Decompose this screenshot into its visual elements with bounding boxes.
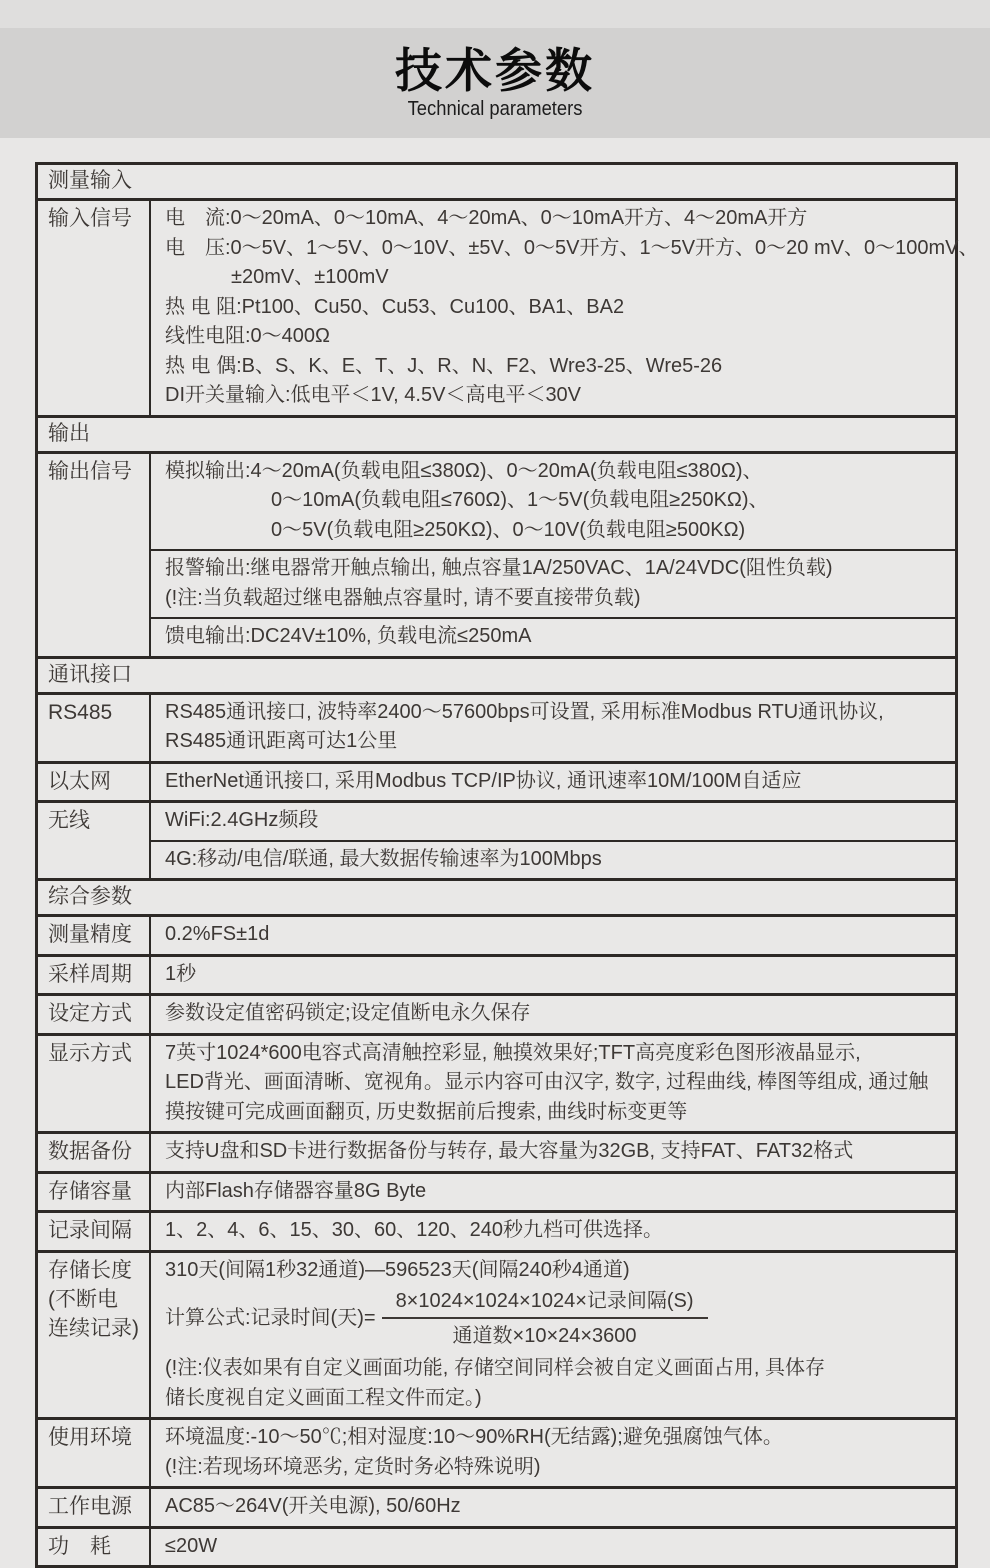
top-strip xyxy=(0,0,990,28)
section-header-output xyxy=(38,415,955,451)
row-label: 数据备份 xyxy=(38,1134,151,1171)
section-title: 输出 xyxy=(48,421,90,445)
row-value xyxy=(151,1489,955,1526)
value-line: (!注:仪表如果有自定义画面功能, 存储空间同样会被自定义画面占用, 具体存 xyxy=(165,1357,825,1379)
row-environment xyxy=(38,1417,955,1486)
row-power-supply xyxy=(38,1486,955,1526)
section-title: 通讯接口 xyxy=(48,662,132,686)
value-line: AC85～264V(开关电源), 50/60Hz xyxy=(165,1495,461,1517)
formula-fraction xyxy=(382,1289,708,1348)
row-value xyxy=(151,1134,955,1171)
row-backup xyxy=(38,1131,955,1171)
row-label: 显示方式 xyxy=(38,1036,151,1132)
row-label: 使用环境 xyxy=(38,1420,151,1486)
row-value xyxy=(151,1174,955,1211)
row-label: 存储容量 xyxy=(38,1174,151,1211)
value-line: RS485通讯距离可达1公里 xyxy=(165,730,398,752)
value-line: 参数设定值密码锁定;设定值断电永久保存 xyxy=(165,1002,531,1024)
row-label: 工作电源 xyxy=(38,1489,151,1526)
value-line: EtherNet通讯接口, 采用Modbus TCP/IP协议, 通讯速率10M/100M自适应 xyxy=(165,769,802,792)
subrow-alarm-output xyxy=(151,549,955,617)
section-title: 测量输入 xyxy=(48,169,132,192)
value-line: 0.2%FS±1d xyxy=(165,923,270,945)
value-line: 电 流:0～20mA、0～10mA、4～20mA、0～10mA开方、4～20mA开方 xyxy=(165,207,808,229)
value-line: 0～5V(负载电阻≥250KΩ)、0～10V(负载电阻≥500KΩ) xyxy=(271,518,746,541)
fraction-numerator: 8×1024×1024×1024×记录间隔(S) xyxy=(395,1290,694,1312)
row-interval xyxy=(38,1210,955,1250)
value-line: 环境温度:-10～50℃;相对湿度:10～90%RH(无结露);避免强腐蚀气体。 xyxy=(165,1426,783,1448)
value-line: 1、2、4、6、15、30、60、120、240秒九档可供选择。 xyxy=(165,1219,663,1241)
value-line: 内部Flash存储器容量8G Byte xyxy=(165,1179,427,1202)
value-line: 4G:移动/电信/联通, 最大数据传输速率为100Mbps xyxy=(165,847,602,870)
subrow-analog-output xyxy=(151,454,955,550)
row-value xyxy=(151,201,986,415)
value-line: ±20mV、±100mV xyxy=(231,266,389,288)
row-label: 输入信号 xyxy=(38,201,151,415)
value-line: 0～10mA(负载电阻≤760Ω)、1～5V(负载电阻≥250KΩ)、 xyxy=(271,489,769,511)
value-line: (!注:当负载超过继电器触点容量时, 请不要直接带负载) xyxy=(165,586,641,609)
row-label xyxy=(38,1253,151,1418)
row-rs485 xyxy=(38,692,955,761)
row-power-consumption xyxy=(38,1526,955,1566)
storage-formula xyxy=(165,1289,947,1348)
value-line: LED背光、画面清晰、宽视角。显示内容可由汉字, 数字, 过程曲线, 棒图等组成, 通过触 xyxy=(165,1071,929,1093)
subrow-wifi xyxy=(151,803,955,840)
spec-table xyxy=(35,162,979,1568)
value-line: 馈电输出:DC24V±10%, 负载电流≤250mA xyxy=(165,625,532,647)
row-value xyxy=(151,695,955,761)
row-value xyxy=(151,803,955,878)
row-ethernet xyxy=(38,761,955,801)
row-value xyxy=(151,1529,955,1566)
row-capacity xyxy=(38,1171,955,1211)
row-display xyxy=(38,1033,955,1132)
subrow-feed-output xyxy=(151,617,955,656)
row-label: 输出信号 xyxy=(38,454,151,656)
row-value xyxy=(151,764,955,801)
value-line: DI开关量输入:低电平＜1V, 4.5V＜高电平＜30V xyxy=(165,384,582,406)
row-storage-length xyxy=(38,1250,955,1418)
value-line: 模拟输出:4～20mA(负载电阻≤380Ω)、0～20mA(负载电阻≤380Ω)、 xyxy=(165,459,763,482)
value-line: 电 压:0～5V、1～5V、0～10V、±5V、0～5V开方、1～5V开方、0～20 mV、0～100mV、 xyxy=(165,236,979,259)
row-label: RS485 xyxy=(38,695,151,761)
title-banner xyxy=(0,28,990,138)
row-label: 功 耗 xyxy=(38,1529,151,1566)
value-line: (!注:若现场环境恶劣, 定货时务必特殊说明) xyxy=(165,1455,541,1478)
row-label: 以太网 xyxy=(38,764,151,801)
row-label: 设定方式 xyxy=(38,996,151,1033)
value-line: WiFi:2.4GHz频段 xyxy=(165,809,319,831)
page-subtitle: Technical parameters xyxy=(407,97,583,120)
formula-prefix: 计算公式:记录时间(天)= xyxy=(165,1306,376,1329)
value-line: 摸按键可完成画面翻页, 历史数据前后搜索, 曲线时标变更等 xyxy=(165,1100,688,1123)
value-line: ≤20W xyxy=(165,1534,218,1557)
value-line: 支持U盘和SD卡进行数据备份与转存, 最大容量为32GB, 支持FAT、FAT32格式 xyxy=(165,1140,854,1162)
label-line: (不断电 xyxy=(48,1287,118,1311)
value-line: 热 电 偶:B、S、K、E、T、J、R、N、F2、Wre3-25、Wre5-26 xyxy=(165,354,723,377)
label-line: 存储长度 xyxy=(48,1258,132,1282)
section-header-comm xyxy=(38,656,955,692)
row-value xyxy=(151,454,955,656)
row-label: 采样周期 xyxy=(38,957,151,994)
section-header-measure-input xyxy=(38,165,955,198)
fraction-denominator: 通道数×10×24×3600 xyxy=(382,1317,708,1348)
page-title: 技术参数 xyxy=(395,44,595,98)
value-line: 报警输出:继电器常开触点输出, 触点容量1A/250VAC、1A/24VDC(阻性负载) xyxy=(165,557,833,579)
value-line: 线性电阻:0～400Ω xyxy=(165,325,330,347)
section-title: 综合参数 xyxy=(48,885,132,908)
row-sampling xyxy=(38,954,955,994)
row-output-signal xyxy=(38,451,955,656)
row-value xyxy=(151,1213,955,1250)
row-label: 测量精度 xyxy=(38,917,151,954)
value-line: 热 电 阻:Pt100、Cu50、Cu53、Cu100、BA1、BA2 xyxy=(165,295,625,318)
row-accuracy xyxy=(38,914,955,954)
row-value xyxy=(151,996,955,1033)
row-label: 记录间隔 xyxy=(38,1213,151,1250)
row-input-signal xyxy=(38,198,979,415)
value-line: RS485通讯接口, 波特率2400～57600bps可设置, 采用标准Modbus RTU通讯协议, xyxy=(165,700,884,723)
row-value xyxy=(151,917,955,954)
row-value xyxy=(151,957,955,994)
row-label: 无线 xyxy=(38,803,151,878)
subrow-4g xyxy=(151,840,955,879)
label-line: 连续记录) xyxy=(48,1316,139,1340)
value-line: 310天(间隔1秒32通道)—596523天(间隔240秒4通道) xyxy=(165,1258,630,1281)
value-line: 1秒 xyxy=(165,962,197,985)
row-setting xyxy=(38,993,955,1033)
row-value xyxy=(151,1420,955,1486)
row-value xyxy=(151,1253,955,1418)
value-line: 7英寸1024*600电容式高清触控彩显, 触摸效果好;TFT高亮度彩色图形液晶显示, xyxy=(165,1041,861,1064)
value-line: 储长度视自定义画面工程文件而定。) xyxy=(165,1386,482,1409)
row-wireless xyxy=(38,800,955,878)
section-header-general xyxy=(38,878,955,914)
row-value xyxy=(151,1036,955,1132)
